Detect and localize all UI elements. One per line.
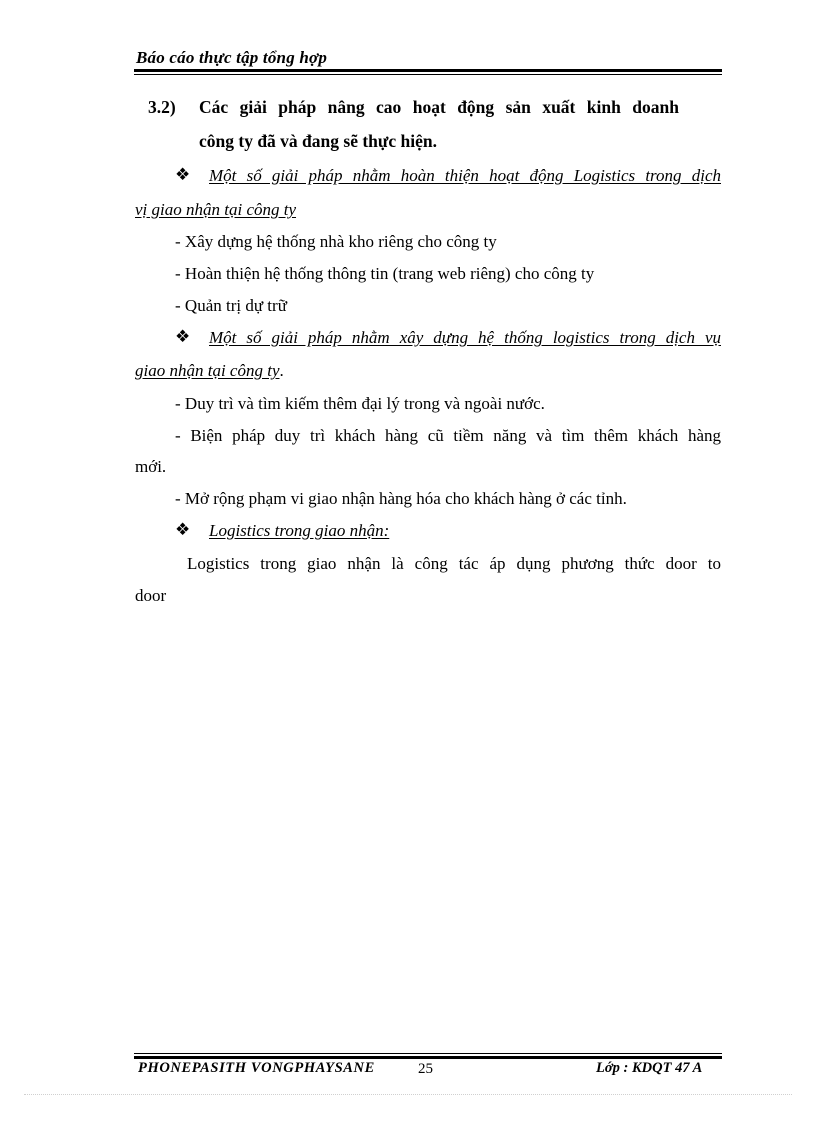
list-item: - Quản trị dự trữ [175, 296, 287, 315]
subheading-2-line-2-wrap [135, 360, 284, 382]
header-rule-thin [134, 74, 722, 75]
paragraph-line-1: Logistics trong giao nhận là công tác áp dụng phương thức door to [187, 554, 721, 573]
diamond-bullet-icon: ❖ [175, 327, 191, 346]
list-item: - Hoàn thiện hệ thống thông tin (trang web riêng) cho công ty [175, 264, 595, 283]
page-number: 25 [418, 1061, 433, 1077]
section-title-line-2: công ty đã và đang sẽ thực hiện. [199, 131, 438, 151]
footer-rule-thick [134, 1056, 722, 1059]
list-item: - Xây dựng hệ thống nhà kho riêng cho công ty [175, 232, 497, 251]
footer-class-label: Lớp : KDQT 47 A [596, 1060, 703, 1076]
header-rule-thick [134, 69, 722, 72]
list-item: - Mở rộng phạm vi giao nhận hàng hóa cho khách hàng ở các tỉnh. [175, 489, 627, 508]
page-bottom-divider [24, 1094, 792, 1095]
subheading-2-line-2: giao nhận tại công ty [135, 361, 280, 380]
paragraph-line-2: door [135, 586, 167, 605]
footer-author: PHONEPASITH VONGPHAYSANE [138, 1060, 375, 1076]
subheading-2-suffix: . [279, 361, 284, 380]
section-title-line-1: Các giải pháp nâng cao hoạt động sản xuất kinh doanh [199, 97, 679, 117]
diamond-bullet-icon: ❖ [175, 520, 191, 539]
list-item: - Biện pháp duy trì khách hàng cũ tiềm năng và tìm thêm khách hàng [175, 426, 721, 445]
footer-rule-thin [134, 1053, 722, 1054]
list-item: - Duy trì và tìm kiếm thêm đại lý trong và ngoài nước. [175, 394, 545, 413]
section-number: 3.2) [148, 97, 176, 117]
subheading-2-line-1: Một số giải pháp nhằm xây dựng hệ thống logistics trong dịch vụ [209, 328, 721, 347]
list-item-continuation: mới. [135, 457, 167, 476]
subheading-1-line-1: Một số giải pháp nhằm hoàn thiện hoạt động Logistics trong dịch [209, 166, 721, 185]
subheading-1-line-2: vị giao nhận tại công ty [135, 200, 297, 219]
running-header-title: Báo cáo thực tập tổng hợp [136, 48, 328, 67]
diamond-bullet-icon: ❖ [175, 165, 191, 184]
subheading-3: Logistics trong giao nhận: [209, 521, 390, 540]
